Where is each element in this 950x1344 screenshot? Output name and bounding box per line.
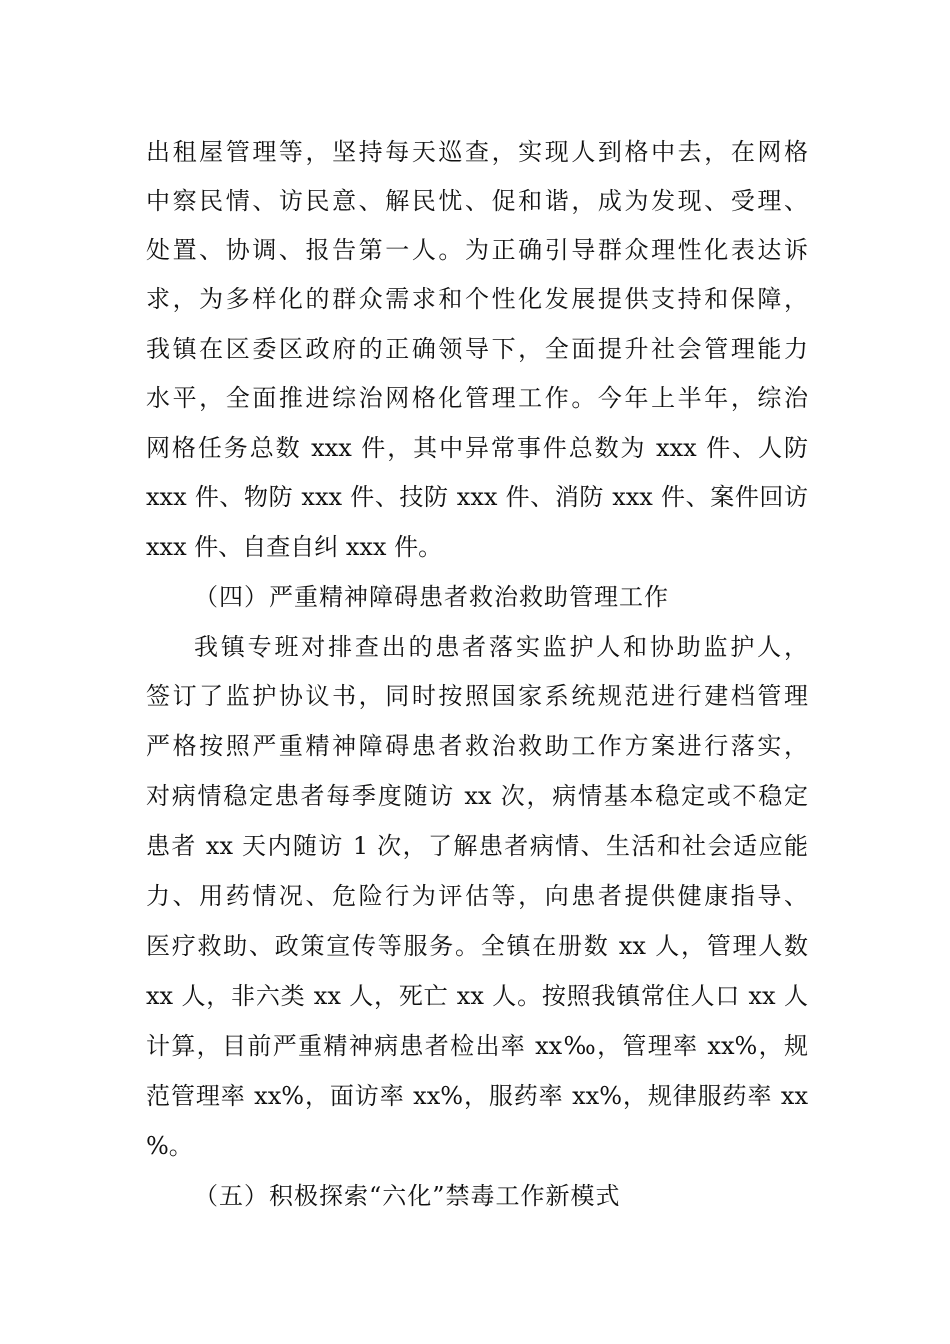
section-heading-5: （五）积极探索“六化”禁毒工作新模式	[194, 1182, 621, 1210]
paragraph-2-line-5: 患者 xx 天内随访 1 次，了解患者病情、生活和社会适应能	[146, 832, 808, 860]
paragraph-1-line-1: 出租屋管理等，坚持每天巡查，实现人到格中去，在网格	[146, 138, 808, 166]
paragraph-1-line-9: xxx 件、自查自纠 xxx 件。	[146, 533, 443, 561]
paragraph-2-line-7: 医疗救助、政策宣传等服务。全镇在册数 xx 人，管理人数	[146, 932, 808, 960]
paragraph-1-line-4: 求，为多样化的群众需求和个性化发展提供支持和保障，	[146, 285, 808, 313]
section-heading-4: （四）严重精神障碍患者救治救助管理工作	[194, 583, 669, 611]
paragraph-1-line-5: 我镇在区委区政府的正确领导下，全面提升社会管理能力	[146, 335, 808, 363]
paragraph-1-line-3: 处置、协调、报告第一人。为正确引导群众理性化表达诉	[146, 236, 808, 264]
paragraph-1-line-6: 水平，全面推进综治网格化管理工作。今年上半年，综治	[146, 384, 808, 412]
paragraph-1-line-8: xxx 件、物防 xxx 件、技防 xxx 件、消防 xxx 件、案件回访	[146, 483, 808, 511]
paragraph-2-line-11: %。	[146, 1132, 193, 1160]
paragraph-2-line-1: 我镇专班对排查出的患者落实监护人和协助监护人，	[194, 633, 808, 661]
paragraph-1-line-7: 网格任务总数 xxx 件，其中异常事件总数为 xxx 件、人防	[146, 434, 808, 462]
paragraph-2-line-8: xx 人，非六类 xx 人，死亡 xx 人。按照我镇常住人口 xx 人	[146, 982, 808, 1010]
paragraph-2-line-9: 计算，目前严重精神病患者检出率 xx‰，管理率 xx%，规	[146, 1032, 808, 1060]
paragraph-1-line-2: 中察民情、访民意、解民忧、促和谐，成为发现、受理、	[146, 187, 808, 215]
paragraph-2-line-4: 对病情稳定患者每季度随访 xx 次，病情基本稳定或不稳定	[146, 782, 808, 810]
paragraph-2-line-3: 严格按照严重精神障碍患者救治救助工作方案进行落实，	[146, 732, 808, 760]
paragraph-2-line-2: 签订了监护协议书，同时按照国家系统规范进行建档管理	[146, 682, 808, 710]
paragraph-2-line-10: 范管理率 xx%，面访率 xx%，服药率 xx%，规律服药率 xx	[146, 1082, 808, 1110]
paragraph-2-line-6: 力、用药情况、危险行为评估等，向患者提供健康指导、	[146, 882, 808, 910]
